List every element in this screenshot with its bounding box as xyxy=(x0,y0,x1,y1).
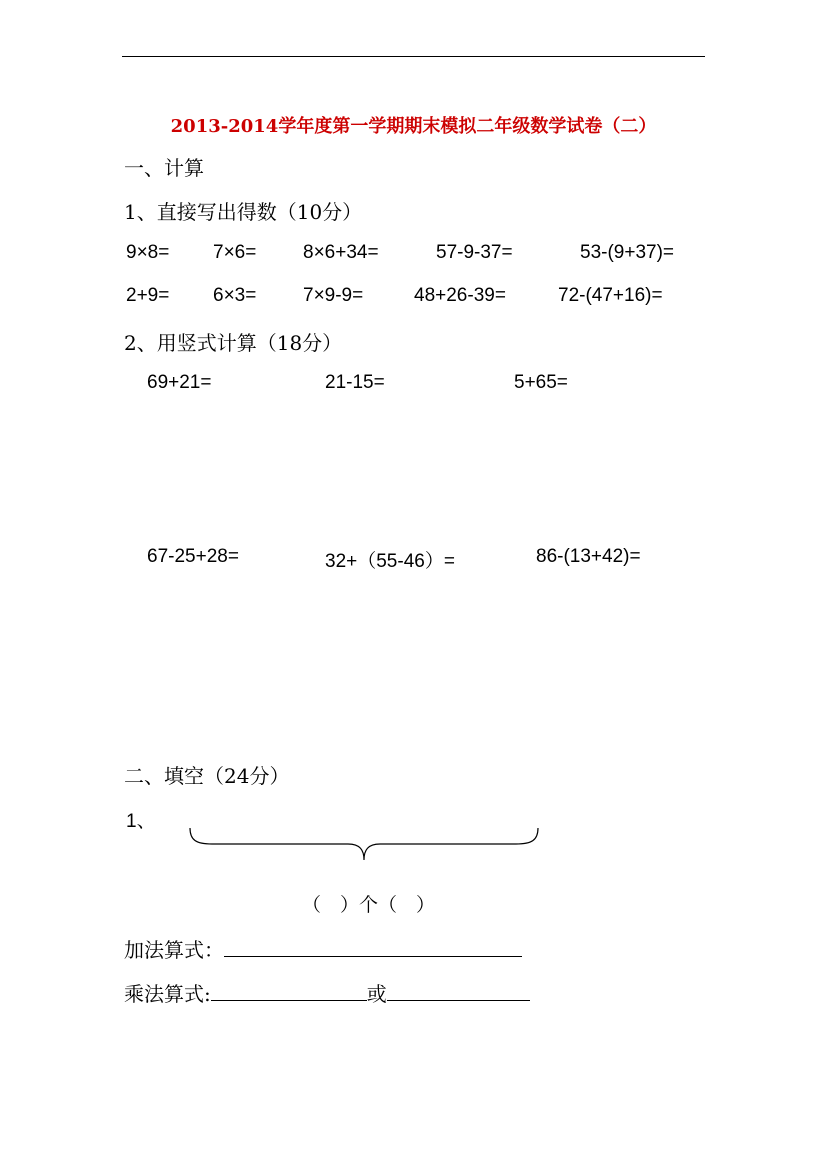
section-1-heading: 一、计算 xyxy=(124,156,204,180)
brace-caption: （ ）个（ ） xyxy=(302,894,436,916)
addition-answer-blank[interactable] xyxy=(224,936,522,957)
fill-item-1-label: 1、 xyxy=(126,811,156,832)
q1-problem: 7×9-9= xyxy=(303,285,364,306)
addition-formula-label: 加法算式： xyxy=(124,938,224,962)
q1-problem: 2+9= xyxy=(126,285,170,306)
q1-problem: 48+26-39= xyxy=(414,285,506,306)
multiplication-answer-blank-alt[interactable] xyxy=(387,980,530,1001)
q1-problem: 6×3= xyxy=(213,285,257,306)
q1-problem: 9×8= xyxy=(126,242,170,263)
multiplication-formula-line xyxy=(124,978,530,1007)
question-1-heading: 1、直接写出得数（10分） xyxy=(124,200,363,224)
or-text: 或 xyxy=(366,982,387,1006)
header-rule xyxy=(122,56,705,57)
q2-problem: 21-15= xyxy=(325,372,385,393)
q2-problem: 69+21= xyxy=(147,372,212,393)
q2-problem: 5+65= xyxy=(514,372,568,393)
multiplication-answer-blank[interactable] xyxy=(211,980,367,1001)
q1-problem: 57-9-37= xyxy=(436,242,513,263)
q1-problem: 7×6= xyxy=(213,242,257,263)
q2-problem: 86-(13+42)= xyxy=(536,546,641,567)
curly-brace-icon xyxy=(186,826,542,866)
question-2-heading: 2、用竖式计算（18分） xyxy=(124,331,343,355)
q1-problem: 72-(47+16)= xyxy=(558,285,663,306)
page-title: 2013-2014学年度第一学期期末模拟二年级数学试卷（二） xyxy=(170,116,657,137)
q1-problem: 8×6+34= xyxy=(303,242,379,263)
multiplication-formula-label: 乘法算式: xyxy=(124,982,211,1006)
addition-formula-line xyxy=(124,934,522,963)
q2-problem: 32+（55-46）= xyxy=(325,551,455,572)
q2-problem: 67-25+28= xyxy=(147,546,239,567)
q1-problem: 53-(9+37)= xyxy=(580,242,675,263)
section-2-heading: 二、填空（24分） xyxy=(124,764,290,788)
